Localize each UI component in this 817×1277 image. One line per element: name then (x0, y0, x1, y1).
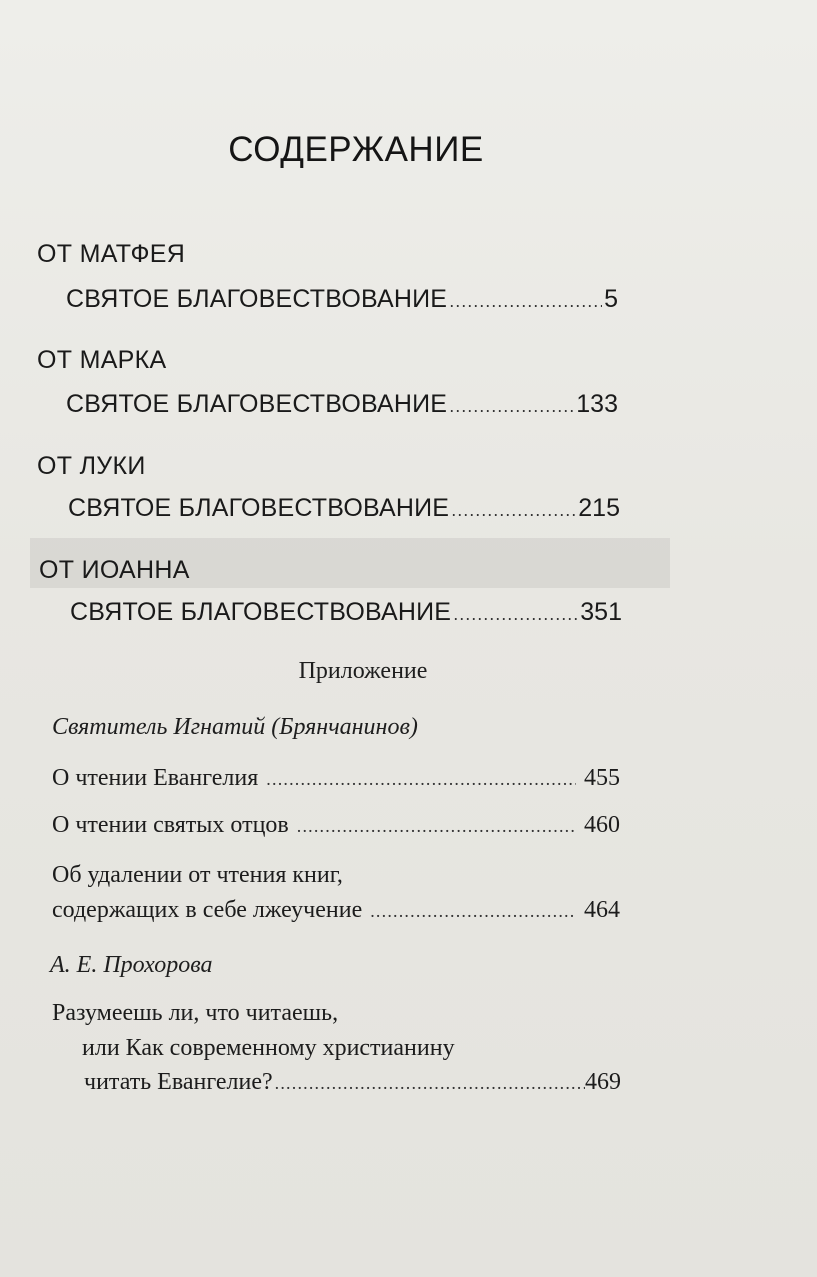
appendix-entry-heresy-line1: Об удалении от чтения книг, (52, 862, 343, 888)
toc-page-number: 351 (580, 598, 622, 626)
toc-entry-label: О чтении Евангелия (52, 765, 259, 791)
toc-entry-matthew (66, 285, 618, 314)
appendix-author-ignatius: Святитель Игнатий (Брянчанинов) (52, 714, 418, 740)
toc-page-number: 215 (578, 494, 620, 522)
toc-page-number: 133 (576, 390, 618, 418)
toc-entry-john (70, 598, 622, 627)
section-heading-mark: ОТ МАРКА (37, 346, 167, 374)
toc-entry-luke (68, 494, 620, 523)
appendix-entry-gospel-reading (52, 765, 620, 792)
toc-entry-label: О чтении святых отцов (52, 812, 289, 838)
section-heading-john: ОТ ИОАННА (39, 556, 190, 584)
leader-dots (451, 500, 576, 521)
toc-page-number: 460 (584, 812, 620, 838)
appendix-author-prokhorova: А. Е. Прохорова (50, 952, 213, 978)
toc-entry-label: СВЯТОЕ БЛАГОВЕСТВОВАНИЕ (66, 390, 448, 418)
toc-entry-label: СВЯТОЕ БЛАГОВЕСТВОВАНИЕ (66, 285, 448, 313)
appendix-entry-reading-line2: или Как современному христианину (82, 1035, 455, 1061)
toc-page-number: 5 (604, 285, 618, 313)
toc-entry-label: СВЯТОЕ БЛАГОВЕСТВОВАНИЕ (70, 598, 452, 626)
toc-entry-label: читать Евангелие? (84, 1069, 273, 1095)
leader-dots (266, 769, 576, 790)
toc-entry-mark (66, 390, 618, 419)
toc-page-number: 469 (585, 1069, 621, 1095)
page-title: СОДЕРЖАНИЕ (228, 130, 484, 169)
toc-entry-label: СВЯТОЕ БЛАГОВЕСТВОВАНИЕ (68, 494, 450, 522)
section-heading-matthew: ОТ МАТФЕЯ (37, 240, 186, 268)
toc-page-number: 464 (584, 897, 620, 923)
leader-dots (275, 1073, 585, 1094)
section-heading-luke: ОТ ЛУКИ (37, 452, 146, 480)
leader-dots (449, 291, 602, 312)
toc-page-number: 455 (584, 765, 620, 791)
toc-entry-label: содержащих в себе лжеучение (52, 897, 363, 923)
appendix-entry-heresy (52, 897, 620, 924)
appendix-entry-holy-fathers (52, 812, 620, 839)
appendix-title: Приложение (298, 658, 428, 684)
leader-dots (370, 901, 576, 922)
leader-dots (453, 604, 578, 625)
leader-dots (297, 816, 576, 837)
leader-dots (449, 396, 574, 417)
appendix-entry-reading (84, 1069, 621, 1096)
appendix-entry-reading-line1: Разумеешь ли, что читаешь, (52, 1000, 339, 1026)
